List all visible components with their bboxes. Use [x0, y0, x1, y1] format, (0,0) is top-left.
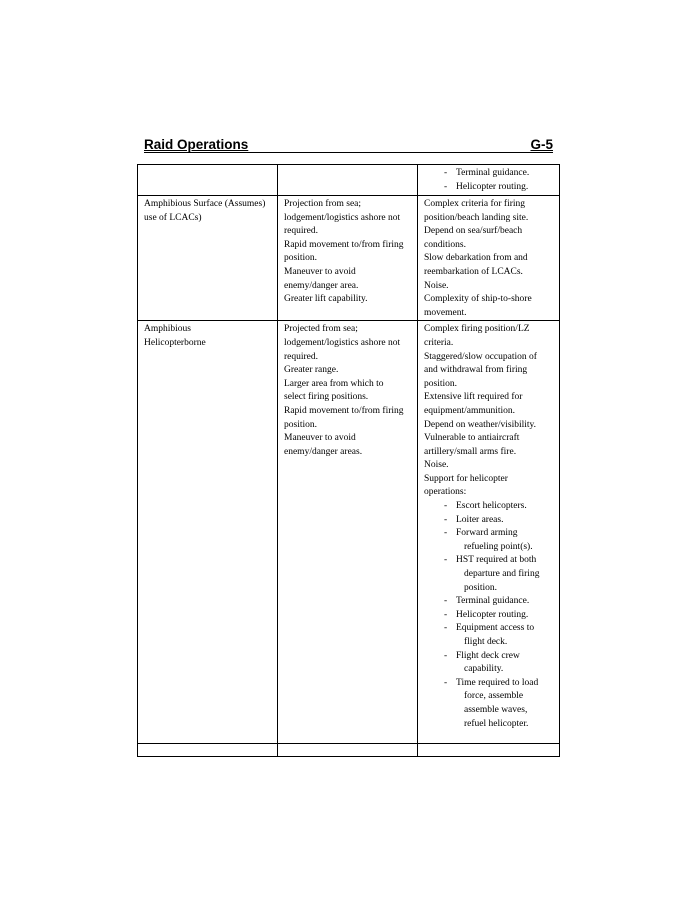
sub-bullet-text: Time required to load: [456, 677, 539, 688]
cell-empty: [138, 744, 278, 757]
sub-bullet-item: [424, 677, 555, 731]
cell-method: [138, 165, 278, 196]
sub-bullet-text: Loiter areas.: [456, 514, 504, 525]
sub-bullet-item: [424, 514, 555, 528]
cell-text-line: Greater range.: [284, 365, 339, 376]
cell-text-line: enemy/danger areas.: [284, 446, 363, 457]
sub-bullet-text: Helicopter routing.: [456, 609, 529, 620]
sub-bullet-item: [424, 622, 555, 649]
cell-text-line: Projection from sea;: [284, 199, 362, 209]
cell-text-line: Extensive lift required for: [424, 392, 523, 403]
cell-text-line: Helicopterborne: [144, 337, 206, 348]
sub-bullet-item: [424, 527, 555, 554]
cell-text-line: position.: [284, 253, 317, 264]
cell-disadvantages: [418, 321, 560, 744]
bullet-dash: -: [444, 677, 448, 688]
cell-text-line: Complexity of ship-to-shore: [424, 294, 532, 305]
cell-text-line: Larger area from which to: [284, 378, 384, 389]
cell-text-line: Rapid movement to/from firing: [284, 405, 404, 416]
cell-text-line: lodgement/logistics ashore not: [284, 212, 401, 223]
cell-text-line: position.: [424, 378, 457, 389]
sub-bullet-item: [424, 595, 555, 609]
cell-text-line: Depend on weather/visibility.: [424, 419, 537, 430]
cell-text-line: criteria.: [424, 337, 454, 348]
cell-disadvantages: [418, 196, 560, 321]
cell-text-line: Staggered/slow occupation of: [424, 351, 537, 362]
section-title: Raid Operations: [144, 137, 249, 152]
cell-text-line: Rapid movement to/from firing: [284, 239, 404, 250]
page-header: [144, 134, 553, 153]
cell-text-line: lodgement/logistics ashore not: [284, 337, 401, 348]
cell-text-line: use of LCACs): [144, 212, 202, 223]
cell-text-line: conditions.: [424, 239, 466, 250]
bullet-dash: -: [444, 528, 448, 539]
cell-text-line: and withdrawal from firing: [424, 365, 528, 376]
cell-text-line: Amphibious: [144, 324, 191, 335]
cell-text-line: Vulnerable to antiaircraft: [424, 433, 520, 444]
bullet-dash: -: [444, 501, 448, 512]
cell-text-line: Slow debarkation from and: [424, 253, 528, 264]
cell-text-line: reembarkation of LCACs.: [424, 266, 523, 277]
cell-text-line: Support for helicopter: [424, 473, 508, 484]
cell-advantages: [278, 165, 418, 196]
cell-text-line: Maneuver to avoid: [284, 433, 356, 444]
cell-method: [138, 321, 278, 744]
cell-method: [138, 196, 278, 321]
cell-text-line: required.: [284, 351, 319, 362]
sub-bullet-text: Helicopter routing.: [456, 181, 529, 192]
sub-bullet-text: Flight deck crew: [456, 650, 520, 661]
table-row: [138, 165, 560, 196]
cell-text-line: equipment/ammunition.: [424, 405, 516, 416]
cell-text-line: operations:: [424, 487, 467, 498]
cell-text-line: Depend on sea/surf/beach: [424, 226, 523, 237]
cell-text-line: movement.: [424, 307, 467, 318]
sub-bullet-text: refueling point(s).: [464, 541, 533, 552]
cell-text-line: Maneuver to avoid: [284, 266, 356, 277]
page-number: G-5: [530, 137, 553, 152]
cell-text-line: position/beach landing site.: [424, 212, 529, 223]
raid-operations-table: [137, 164, 560, 757]
sub-bullet-text: Escort helicopters.: [456, 501, 527, 512]
sub-bullet-text: assemble waves,: [464, 704, 528, 715]
cell-text-line: Noise.: [424, 460, 449, 471]
cell-text-line: Greater lift capability.: [284, 294, 368, 305]
cell-text-line: Complex firing position/LZ: [424, 324, 530, 335]
cell-disadvantages: [418, 165, 560, 196]
sub-bullet-text: position.: [464, 582, 497, 593]
bullet-dash: -: [444, 168, 448, 178]
sub-bullet-text: force, assemble: [464, 691, 524, 702]
cell-text-line: artillery/small arms fire.: [424, 446, 517, 457]
sub-bullet-text: Terminal guidance.: [456, 168, 530, 178]
table-row-empty: [138, 744, 560, 757]
sub-bullet-text: flight deck.: [464, 637, 508, 647]
bullet-dash: -: [444, 609, 448, 620]
sub-bullet-item: [424, 167, 555, 181]
cell-text-line: enemy/danger area.: [284, 280, 359, 291]
sub-bullet-text: departure and firing: [464, 569, 540, 580]
cell-empty: [278, 744, 418, 757]
sub-bullet-item: [424, 181, 555, 195]
sub-bullet-item: [424, 650, 555, 677]
sub-bullet-text: HST required at both: [456, 555, 537, 566]
cell-advantages: [278, 321, 418, 744]
bullet-dash: -: [444, 514, 448, 525]
sub-bullet-text: capability.: [464, 664, 504, 675]
cell-empty: [418, 744, 560, 757]
table-row: [138, 321, 560, 744]
cell-text-line: Noise.: [424, 280, 449, 291]
sub-bullet-text: Terminal guidance.: [456, 596, 530, 607]
sub-bullet-item: [424, 609, 555, 623]
bullet-dash: -: [444, 623, 448, 634]
cell-text-line: required.: [284, 226, 319, 237]
bullet-dash: -: [444, 596, 448, 607]
sub-bullet-item: [424, 500, 555, 514]
cell-text-line: Complex criteria for firing: [424, 199, 526, 209]
sub-bullet-item: [424, 554, 555, 595]
cell-text-line: Amphibious Surface (Assumes): [144, 199, 266, 209]
cell-text-line: select firing positions.: [284, 392, 369, 403]
cell-advantages: [278, 196, 418, 321]
sub-bullet-text: refuel helicopter.: [464, 718, 529, 729]
cell-text-line: position.: [284, 419, 317, 430]
sub-bullet-text: Equipment access to: [456, 623, 535, 634]
bullet-dash: -: [444, 181, 448, 192]
sub-bullet-text: Forward arming: [456, 528, 518, 539]
cell-text-line: Projected from sea;: [284, 324, 358, 335]
table-row: [138, 196, 560, 321]
bullet-dash: -: [444, 650, 448, 661]
bullet-dash: -: [444, 555, 448, 566]
